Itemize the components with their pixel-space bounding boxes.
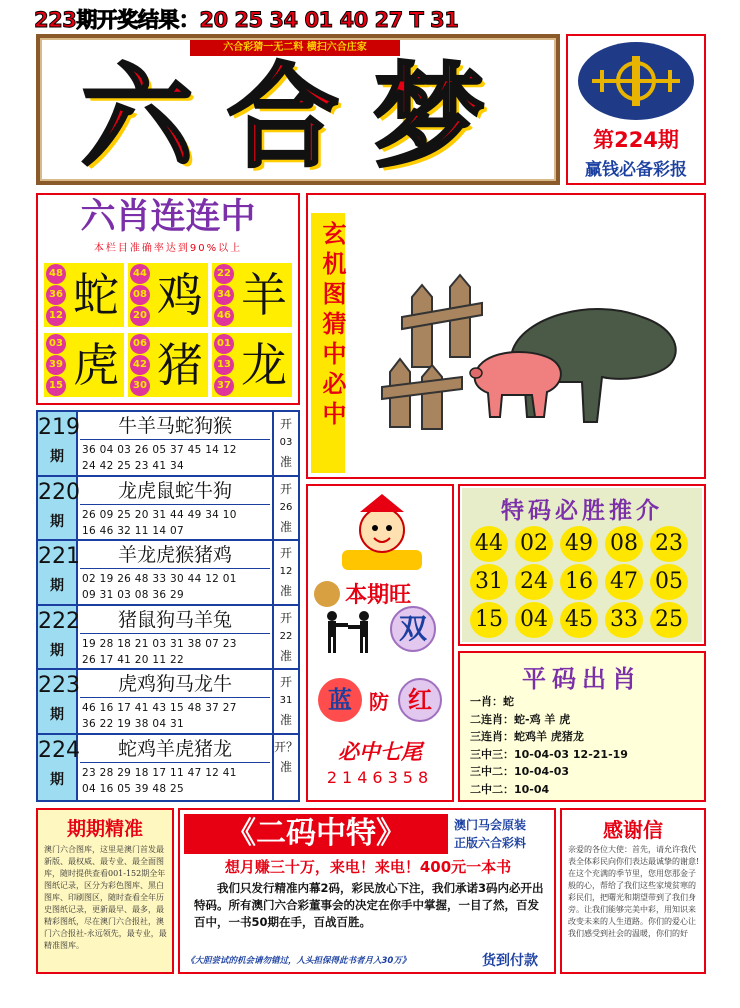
mark-six-logo-icon (578, 42, 694, 120)
zodiac-cell (212, 333, 292, 397)
zodiac-name: 羊 (241, 268, 287, 322)
history-table (36, 410, 300, 802)
history-issue-cell (38, 735, 78, 800)
history-accurate-mark: 准 (279, 455, 292, 469)
history-issue-unit: 期 (50, 772, 64, 788)
history-issue-number: 222 (38, 608, 80, 634)
flat-row-label: 二中二： (470, 782, 514, 796)
zodiac-name: 龙 (241, 338, 287, 392)
history-row (38, 735, 298, 800)
history-accurate-mark: 准 (279, 713, 292, 728)
zodiac-number-ball: 48 (46, 264, 66, 284)
special-number-ball: 23 (650, 526, 688, 562)
slogan: 赢钱必备彩报 (585, 160, 687, 180)
special-number-ball: 25 (650, 602, 688, 638)
fortune-title-row (314, 578, 450, 608)
history-result-cell (272, 670, 298, 733)
zodiac-number-column (130, 334, 152, 396)
boar-and-pig-illustration (372, 257, 692, 437)
footer-right-title: 感谢信 (603, 818, 663, 842)
footer-mid-side1: 澳门马会原装 (454, 818, 527, 832)
tail-title: 必中七尾 (338, 740, 422, 764)
footer-mid-body: 我们只发行精准内幕2码，彩民放心下注，我们承诺3码内必开出特码。所有澳门六合彩董事会的决定在你手中掌握，一目了然，百发百中，一书50期在手，百战百胜。 (194, 881, 544, 929)
history-open-label: 开 (279, 546, 292, 561)
special-number-ball: 49 (560, 526, 598, 562)
history-result-cell (272, 735, 298, 800)
special-box (458, 484, 706, 646)
special-number-ball: 45 (560, 602, 598, 638)
special-number-ball: 05 (650, 564, 688, 600)
history-accurate-mark: 准 (279, 648, 292, 663)
footer-left-title: 期期精准 (66, 818, 143, 840)
history-issue-number: 223 (38, 673, 80, 699)
flat-row (470, 781, 700, 798)
history-result-number: 26 (279, 501, 293, 513)
two-code-title: 《二码中特》 (226, 816, 406, 851)
logo-panel (566, 34, 706, 185)
history-open-label: 开？ (274, 740, 299, 754)
six-zodiac-title: 六肖连连中 (80, 197, 256, 237)
history-issue-number: 220 (38, 479, 80, 505)
zodiac-number-ball: 15 (46, 376, 66, 396)
history-issue-unit: 期 (50, 578, 64, 595)
six-zodiac-subtitle: 本栏目准确率达到90%以上 (93, 243, 243, 254)
history-issue-unit: 期 (50, 449, 64, 465)
zodiac-name: 猪 (157, 338, 203, 392)
zodiac-cell (44, 333, 124, 397)
history-result-number: 22 (279, 630, 293, 642)
fighters-icon (318, 610, 378, 654)
history-zodiacs: 猪鼠狗马羊兔 (80, 606, 270, 634)
history-numbers-line1: 26 09 25 20 31 44 49 34 10 (82, 508, 237, 521)
tail-numbers: 2146358 (326, 768, 434, 787)
flat-row (470, 746, 700, 763)
double-bubble (390, 606, 436, 652)
history-result-number: 31 (279, 695, 293, 707)
flat-row-value: 蛇-鸡 羊 虎 (514, 712, 571, 726)
history-numbers-line1: 46 16 17 41 43 15 48 37 27 (82, 702, 237, 715)
footer-right-box (560, 808, 706, 974)
zodiac-number-ball: 34 (214, 285, 234, 305)
footer-right-body: 亲爱的各位大使：首先，请允许我代表全体彩民向你们表达最诚挚的谢意!在这个充满的季节里，您用您那金子般的心，帮给了我们这些家境贫寒的彩民们，把曙光和期望带到了我们身旁。让我们能够完美中彩，用知识来改变未来的人生道路。你们的爱心让我们感受到社会的温暖，你们的好 (568, 845, 700, 938)
fortune-god-icon (332, 490, 432, 572)
riddle-title-text: 玄机图猜中必中 (318, 221, 346, 431)
zodiac-number-ball: 20 (130, 306, 150, 326)
fortune-panel (306, 484, 454, 802)
flat-title: 平码出肖 (522, 665, 642, 693)
history-issue-number: 219 (38, 415, 80, 440)
zodiac-number-ball: 37 (214, 376, 234, 396)
history-accurate-mark: 准 (279, 760, 292, 774)
history-result-number: 03 (279, 437, 293, 448)
footer-left-box (36, 808, 174, 974)
zodiac-number-ball: 13 (214, 355, 234, 375)
history-numbers-line2: 16 46 32 11 14 07 (82, 524, 184, 537)
flat-row-value: 10-04-03 12-21-19 (514, 747, 628, 761)
top-result-text: 223期开奖结果：20 25 34 01 40 27 T 31 (34, 8, 459, 32)
flat-row-label: 三中三： (470, 747, 514, 761)
history-result-cell (272, 541, 298, 604)
zodiac-number-ball: 03 (46, 334, 66, 354)
history-issue-number: 224 (38, 738, 80, 763)
red-bubble (398, 678, 442, 722)
special-title: 特码必胜推介 (501, 498, 663, 524)
special-number-ball: 47 (605, 564, 643, 600)
zodiac-cell (44, 263, 124, 327)
history-row (38, 477, 298, 542)
footer-mid-box (178, 808, 556, 974)
history-issue-cell (38, 412, 78, 475)
history-issue-unit: 期 (50, 707, 64, 724)
zodiac-number-ball: 46 (214, 306, 234, 326)
zodiac-number-column (46, 334, 68, 396)
special-number-ball: 33 (605, 602, 643, 638)
history-numbers-line2: 36 22 19 38 04 31 (82, 718, 184, 731)
special-number-ball: 24 (515, 564, 553, 600)
history-open-label: 开 (279, 675, 292, 690)
zodiac-number-ball: 06 (130, 334, 150, 354)
zodiac-number-ball: 01 (214, 334, 234, 354)
issue-number: 第224期 (593, 128, 679, 152)
history-issue-cell (38, 670, 78, 733)
history-accurate-mark: 准 (279, 519, 292, 534)
zodiac-number-ball: 39 (46, 355, 66, 375)
history-zodiacs: 羊龙虎猴猪鸡 (80, 541, 270, 569)
red-word: 红 (408, 686, 432, 714)
history-result-cell (272, 412, 298, 475)
special-number-ball: 15 (470, 602, 508, 638)
flat-row-value: 10-04-03 (514, 765, 570, 778)
zodiac-name: 鸡 (157, 268, 203, 322)
history-open-label: 开 (279, 481, 292, 496)
flat-row (470, 693, 700, 710)
zodiac-cell (212, 263, 292, 327)
history-open-label: 开 (279, 417, 292, 431)
zodiac-number-ball: 22 (214, 264, 234, 284)
flat-box (458, 651, 706, 802)
page-title: 六合梦 (81, 52, 519, 183)
zodiac-number-column (214, 334, 236, 396)
blue-bubble (318, 678, 362, 722)
flat-row (470, 711, 700, 728)
history-numbers-line1: 23 28 29 18 17 11 47 12 41 (82, 767, 237, 779)
special-number-ball: 16 (560, 564, 598, 600)
special-number-ball: 31 (470, 564, 508, 600)
zodiac-number-ball: 30 (130, 376, 150, 396)
two-code-banner (184, 814, 448, 854)
history-numbers-line1: 36 04 03 26 05 37 45 14 12 (82, 444, 237, 456)
guard-word: 防 (369, 690, 389, 714)
zodiac-number-ball: 08 (130, 285, 150, 305)
face-icon (314, 581, 340, 607)
six-zodiac-box (36, 193, 300, 405)
flat-row-value: 蛇 (503, 695, 514, 708)
cod-label: 货到付款 (482, 953, 538, 969)
flat-row-label: 二连肖： (470, 712, 514, 726)
history-row (38, 606, 298, 671)
history-zodiacs: 牛羊马蛇狗猴 (80, 412, 270, 440)
zodiac-number-column (130, 264, 152, 326)
zodiac-name: 虎 (73, 338, 119, 392)
history-open-label: 开 (279, 610, 292, 625)
zodiac-number-column (46, 264, 68, 326)
zodiac-number-column (214, 264, 236, 326)
history-row (38, 541, 298, 606)
history-zodiacs: 蛇鸡羊虎猪龙 (80, 735, 270, 763)
history-accurate-mark: 准 (279, 584, 292, 599)
zodiac-name: 蛇 (73, 268, 119, 322)
history-result-cell (272, 477, 298, 540)
riddle-box (306, 193, 706, 479)
history-result-number: 12 (279, 566, 293, 578)
history-zodiacs: 虎鸡狗马龙牛 (80, 670, 270, 698)
flat-row-value: 10-04 (514, 782, 550, 796)
history-numbers-line1: 02 19 26 48 33 30 44 12 01 (82, 573, 237, 586)
history-issue-cell (38, 541, 78, 604)
history-numbers-line2: 24 42 25 23 41 34 (82, 460, 184, 472)
flat-row-value: 蛇鸡羊 虎猪龙 (514, 730, 584, 743)
zodiac-number-ball: 44 (130, 264, 150, 284)
header-tagline: 六合彩猜一无二料 横扫六合庄家 (190, 40, 400, 56)
footer-mid-bottom: 《大胆尝试的机会请勿错过，人头担保得此书者月入30万》 (186, 956, 411, 966)
blue-word: 蓝 (328, 686, 352, 714)
history-numbers-line2: 04 16 05 39 48 25 (82, 783, 184, 795)
history-numbers-line2: 26 17 41 20 11 22 (82, 653, 184, 666)
flat-row (470, 728, 700, 745)
history-row (38, 670, 298, 735)
history-result-cell (272, 606, 298, 669)
zodiac-cell (128, 333, 208, 397)
history-row (38, 412, 298, 477)
history-numbers-line2: 09 31 03 08 36 29 (82, 589, 184, 602)
zodiac-number-ball: 42 (130, 355, 150, 375)
zodiac-number-ball: 12 (46, 306, 66, 326)
special-number-ball: 08 (605, 526, 643, 562)
special-number-ball: 44 (470, 526, 508, 562)
history-issue-cell (38, 606, 78, 669)
zodiac-number-ball: 36 (46, 285, 66, 305)
history-issue-unit: 期 (50, 513, 64, 530)
history-issue-cell (38, 477, 78, 540)
flat-row-label: 一肖： (470, 695, 503, 708)
flat-row-label: 三连肖： (470, 730, 514, 743)
footer-mid-side2: 正版六合彩料 (454, 836, 527, 850)
history-issue-number: 221 (38, 544, 80, 570)
title-frame (36, 34, 560, 185)
special-number-ball: 02 (515, 526, 553, 562)
history-issue-unit: 期 (50, 642, 64, 659)
zodiac-cell (128, 263, 208, 327)
history-zodiacs: 龙虎鼠蛇牛狗 (80, 477, 270, 505)
riddle-vertical-title (311, 213, 345, 473)
footer-left-body: 澳门六合图库，这里是澳门首发最新版、最权威、最专业、最全面图库，随时提供查看001-152期全年图纸记录，区分为彩色图库、黑白图库、印刷图区，随时查看全年历史图纸记录，更新最早、最多，最精彩图纸，尽在澳门六合报社，澳门六合报社-永远领先，最专业，最精准图库。 (44, 845, 167, 950)
fortune-title: 本期旺 (345, 583, 412, 608)
double-word: 双 (398, 612, 427, 645)
special-number-ball: 04 (515, 602, 553, 638)
flat-row-label: 三中二： (470, 765, 514, 778)
history-numbers-line1: 19 28 18 21 03 31 38 07 23 (82, 637, 237, 650)
footer-mid-promo: 想月赚三十万，来电！来电！400元一本书 (224, 858, 512, 876)
flat-row (470, 763, 700, 780)
